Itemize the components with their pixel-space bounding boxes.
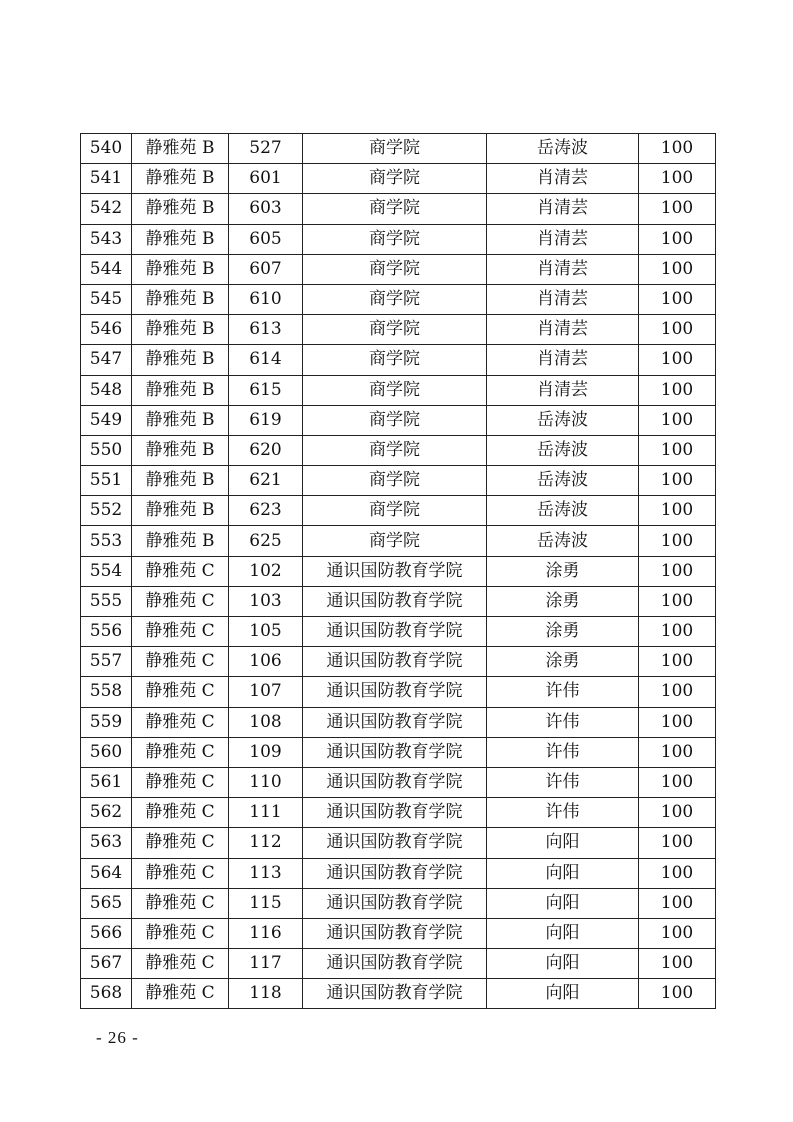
contact-person-cell: 肖清芸 [487, 164, 639, 194]
college-cell: 通识国防教育学院 [303, 617, 487, 647]
score-cell: 100 [639, 949, 716, 979]
table-row [81, 254, 716, 284]
row-number-cell: 549 [81, 405, 132, 435]
table-row [81, 586, 716, 616]
room-cell: 607 [229, 254, 303, 284]
building-cell: 静雅苑 C [132, 586, 229, 616]
score-cell: 100 [639, 466, 716, 496]
college-cell: 通识国防教育学院 [303, 949, 487, 979]
row-number-cell: 553 [81, 526, 132, 556]
college-cell: 通识国防教育学院 [303, 677, 487, 707]
room-cell: 614 [229, 345, 303, 375]
row-number-cell: 555 [81, 586, 132, 616]
building-cell: 静雅苑 B [132, 224, 229, 254]
score-cell: 100 [639, 375, 716, 405]
contact-person-cell: 向阳 [487, 858, 639, 888]
contact-person-cell: 岳涛波 [487, 435, 639, 465]
room-cell: 112 [229, 828, 303, 858]
table-row [81, 345, 716, 375]
college-cell: 商学院 [303, 345, 487, 375]
building-cell: 静雅苑 C [132, 888, 229, 918]
table-row [81, 224, 716, 254]
building-cell: 静雅苑 C [132, 828, 229, 858]
college-cell: 商学院 [303, 466, 487, 496]
table-row [81, 194, 716, 224]
score-cell: 100 [639, 345, 716, 375]
contact-person-cell: 肖清芸 [487, 375, 639, 405]
building-cell: 静雅苑 C [132, 737, 229, 767]
page-number: - 26 - [96, 1028, 139, 1047]
score-cell: 100 [639, 979, 716, 1009]
contact-person-cell: 向阳 [487, 828, 639, 858]
building-cell: 静雅苑 C [132, 556, 229, 586]
contact-person-cell: 许伟 [487, 767, 639, 797]
room-cell: 605 [229, 224, 303, 254]
table-row [81, 737, 716, 767]
room-cell: 108 [229, 707, 303, 737]
room-cell: 110 [229, 767, 303, 797]
contact-person-cell: 向阳 [487, 888, 639, 918]
row-number-cell: 568 [81, 979, 132, 1009]
building-cell: 静雅苑 B [132, 496, 229, 526]
row-number-cell: 550 [81, 435, 132, 465]
room-cell: 113 [229, 858, 303, 888]
college-cell: 商学院 [303, 526, 487, 556]
building-cell: 静雅苑 C [132, 767, 229, 797]
college-cell: 商学院 [303, 496, 487, 526]
college-cell: 商学院 [303, 224, 487, 254]
contact-person-cell: 涂勇 [487, 647, 639, 677]
score-cell: 100 [639, 647, 716, 677]
table-row [81, 315, 716, 345]
college-cell: 通识国防教育学院 [303, 737, 487, 767]
contact-person-cell: 许伟 [487, 737, 639, 767]
table-row [81, 405, 716, 435]
row-number-cell: 557 [81, 647, 132, 677]
contact-person-cell: 肖清芸 [487, 224, 639, 254]
college-cell: 商学院 [303, 134, 487, 164]
row-number-cell: 564 [81, 858, 132, 888]
score-cell: 100 [639, 586, 716, 616]
score-cell: 100 [639, 888, 716, 918]
college-cell: 商学院 [303, 315, 487, 345]
college-cell: 通识国防教育学院 [303, 798, 487, 828]
score-cell: 100 [639, 254, 716, 284]
building-cell: 静雅苑 B [132, 315, 229, 345]
contact-person-cell: 许伟 [487, 677, 639, 707]
table-row [81, 375, 716, 405]
table-row [81, 767, 716, 797]
row-number-cell: 540 [81, 134, 132, 164]
building-cell: 静雅苑 B [132, 435, 229, 465]
room-cell: 109 [229, 737, 303, 767]
college-cell: 通识国防教育学院 [303, 586, 487, 616]
college-cell: 商学院 [303, 375, 487, 405]
score-cell: 100 [639, 737, 716, 767]
contact-person-cell: 向阳 [487, 918, 639, 948]
college-cell: 通识国防教育学院 [303, 767, 487, 797]
college-cell: 通识国防教育学院 [303, 979, 487, 1009]
score-cell: 100 [639, 767, 716, 797]
room-cell: 111 [229, 798, 303, 828]
college-cell: 商学院 [303, 435, 487, 465]
score-cell: 100 [639, 284, 716, 314]
room-cell: 105 [229, 617, 303, 647]
table-row [81, 647, 716, 677]
building-cell: 静雅苑 B [132, 194, 229, 224]
college-cell: 通识国防教育学院 [303, 858, 487, 888]
contact-person-cell: 岳涛波 [487, 466, 639, 496]
college-cell: 商学院 [303, 194, 487, 224]
table-body [81, 134, 716, 1009]
room-cell: 118 [229, 979, 303, 1009]
row-number-cell: 565 [81, 888, 132, 918]
table-row [81, 979, 716, 1009]
room-cell: 107 [229, 677, 303, 707]
building-cell: 静雅苑 C [132, 858, 229, 888]
table-row [81, 828, 716, 858]
score-cell: 100 [639, 194, 716, 224]
building-cell: 静雅苑 C [132, 918, 229, 948]
college-cell: 商学院 [303, 254, 487, 284]
building-cell: 静雅苑 B [132, 254, 229, 284]
table-row [81, 949, 716, 979]
room-cell: 615 [229, 375, 303, 405]
contact-person-cell: 向阳 [487, 979, 639, 1009]
table-row [81, 134, 716, 164]
contact-person-cell: 岳涛波 [487, 496, 639, 526]
score-cell: 100 [639, 315, 716, 345]
college-cell: 通识国防教育学院 [303, 828, 487, 858]
college-cell: 商学院 [303, 164, 487, 194]
contact-person-cell: 许伟 [487, 798, 639, 828]
row-number-cell: 562 [81, 798, 132, 828]
building-cell: 静雅苑 C [132, 798, 229, 828]
college-cell: 商学院 [303, 284, 487, 314]
table-row [81, 284, 716, 314]
score-cell: 100 [639, 435, 716, 465]
row-number-cell: 563 [81, 828, 132, 858]
table-row [81, 526, 716, 556]
college-cell: 通识国防教育学院 [303, 707, 487, 737]
building-cell: 静雅苑 C [132, 949, 229, 979]
table-row [81, 617, 716, 647]
contact-person-cell: 肖清芸 [487, 254, 639, 284]
contact-person-cell: 岳涛波 [487, 134, 639, 164]
table-row [81, 164, 716, 194]
score-cell: 100 [639, 134, 716, 164]
row-number-cell: 544 [81, 254, 132, 284]
room-cell: 613 [229, 315, 303, 345]
table-row [81, 466, 716, 496]
score-cell: 100 [639, 405, 716, 435]
building-cell: 静雅苑 C [132, 617, 229, 647]
building-cell: 静雅苑 C [132, 707, 229, 737]
room-cell: 625 [229, 526, 303, 556]
contact-person-cell: 向阳 [487, 949, 639, 979]
room-cell: 527 [229, 134, 303, 164]
row-number-cell: 556 [81, 617, 132, 647]
building-cell: 静雅苑 B [132, 526, 229, 556]
row-number-cell: 561 [81, 767, 132, 797]
college-cell: 通识国防教育学院 [303, 888, 487, 918]
room-cell: 610 [229, 284, 303, 314]
college-cell: 通识国防教育学院 [303, 647, 487, 677]
building-cell: 静雅苑 B [132, 466, 229, 496]
room-cell: 106 [229, 647, 303, 677]
building-cell: 静雅苑 B [132, 134, 229, 164]
contact-person-cell: 肖清芸 [487, 194, 639, 224]
score-cell: 100 [639, 707, 716, 737]
row-number-cell: 545 [81, 284, 132, 314]
row-number-cell: 559 [81, 707, 132, 737]
row-number-cell: 558 [81, 677, 132, 707]
score-cell: 100 [639, 858, 716, 888]
room-cell: 103 [229, 586, 303, 616]
score-cell: 100 [639, 224, 716, 254]
room-cell: 603 [229, 194, 303, 224]
table-row [81, 858, 716, 888]
dormitory-inspection-table [80, 133, 716, 1009]
row-number-cell: 547 [81, 345, 132, 375]
contact-person-cell: 涂勇 [487, 617, 639, 647]
building-cell: 静雅苑 C [132, 677, 229, 707]
building-cell: 静雅苑 B [132, 164, 229, 194]
contact-person-cell: 岳涛波 [487, 526, 639, 556]
room-cell: 620 [229, 435, 303, 465]
room-cell: 102 [229, 556, 303, 586]
table-row [81, 496, 716, 526]
room-cell: 621 [229, 466, 303, 496]
score-cell: 100 [639, 526, 716, 556]
contact-person-cell: 肖清芸 [487, 345, 639, 375]
building-cell: 静雅苑 B [132, 405, 229, 435]
score-cell: 100 [639, 798, 716, 828]
table-row [81, 435, 716, 465]
building-cell: 静雅苑 B [132, 375, 229, 405]
score-cell: 100 [639, 556, 716, 586]
contact-person-cell: 肖清芸 [487, 284, 639, 314]
table-row [81, 707, 716, 737]
row-number-cell: 548 [81, 375, 132, 405]
score-cell: 100 [639, 828, 716, 858]
room-cell: 623 [229, 496, 303, 526]
row-number-cell: 566 [81, 918, 132, 948]
room-cell: 116 [229, 918, 303, 948]
score-cell: 100 [639, 918, 716, 948]
score-cell: 100 [639, 496, 716, 526]
building-cell: 静雅苑 B [132, 284, 229, 314]
row-number-cell: 546 [81, 315, 132, 345]
table-row [81, 918, 716, 948]
room-cell: 115 [229, 888, 303, 918]
row-number-cell: 551 [81, 466, 132, 496]
table-row [81, 677, 716, 707]
contact-person-cell: 涂勇 [487, 586, 639, 616]
room-cell: 117 [229, 949, 303, 979]
score-cell: 100 [639, 617, 716, 647]
college-cell: 商学院 [303, 405, 487, 435]
table-row [81, 798, 716, 828]
table-row [81, 888, 716, 918]
row-number-cell: 541 [81, 164, 132, 194]
score-cell: 100 [639, 164, 716, 194]
contact-person-cell: 涂勇 [487, 556, 639, 586]
room-cell: 601 [229, 164, 303, 194]
row-number-cell: 567 [81, 949, 132, 979]
college-cell: 通识国防教育学院 [303, 918, 487, 948]
score-cell: 100 [639, 677, 716, 707]
building-cell: 静雅苑 C [132, 647, 229, 677]
row-number-cell: 554 [81, 556, 132, 586]
table-row [81, 556, 716, 586]
building-cell: 静雅苑 B [132, 345, 229, 375]
row-number-cell: 543 [81, 224, 132, 254]
contact-person-cell: 肖清芸 [487, 315, 639, 345]
contact-person-cell: 许伟 [487, 707, 639, 737]
row-number-cell: 560 [81, 737, 132, 767]
room-cell: 619 [229, 405, 303, 435]
row-number-cell: 542 [81, 194, 132, 224]
row-number-cell: 552 [81, 496, 132, 526]
building-cell: 静雅苑 C [132, 979, 229, 1009]
contact-person-cell: 岳涛波 [487, 405, 639, 435]
college-cell: 通识国防教育学院 [303, 556, 487, 586]
